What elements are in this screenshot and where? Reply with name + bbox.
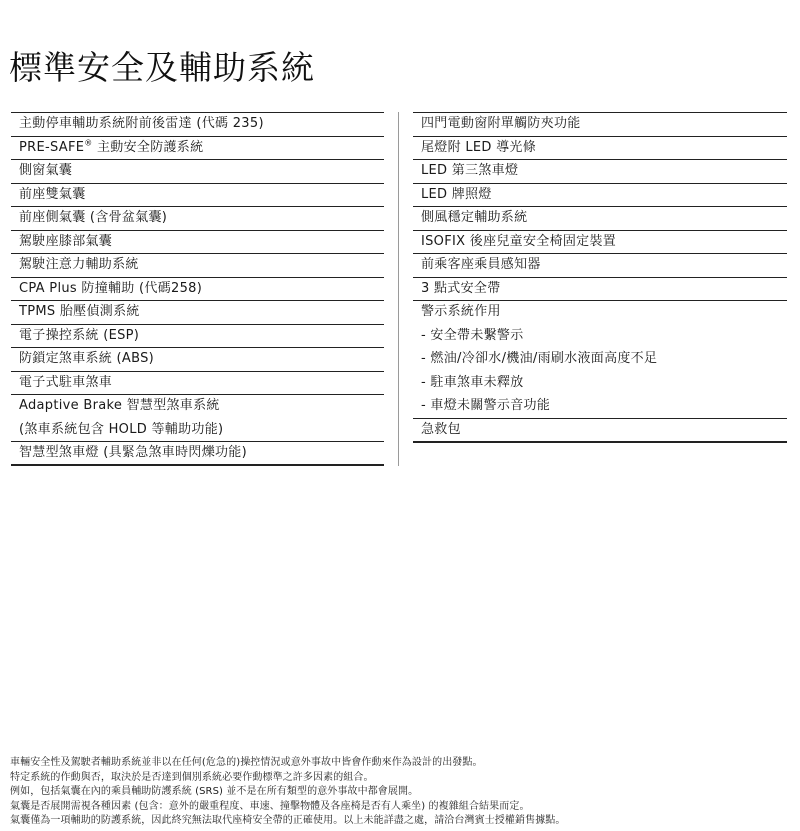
list-item: Adaptive Brake 智慧型煞車系統 (19, 398, 220, 413)
list-item: 急救包 (413, 419, 787, 443)
list-item: 電子操控系統 (ESP) (11, 325, 384, 349)
registered-mark: ® (84, 138, 93, 148)
list-item: 駕駛座膝部氣囊 (11, 231, 384, 255)
disclaimer-footer (10, 756, 790, 829)
presafe-description: 主動安全防護系統 (92, 139, 204, 155)
list-item: 前座雙氣囊 (11, 184, 384, 208)
list-item: 側窗氣囊 (11, 160, 384, 184)
standard-safety-list-right (413, 112, 787, 443)
disclaimer-line: 氣囊是否展開需視各種因素 (包含：意外的嚴重程度、車速、撞擊物體及各座椅是否有人乘坐) 的複雜組合結果而定。 (10, 800, 530, 812)
list-item: 防鎖定煞車系統 (ABS) (11, 348, 384, 372)
list-item: 電子式駐車煞車 (11, 372, 384, 396)
list-item: 3 點式安全帶 (413, 278, 787, 302)
list-item: 智慧型煞車燈 (具緊急煞車時閃爍功能) (11, 442, 384, 466)
list-item: TPMS 胎壓偵測系統 (11, 301, 384, 325)
list-item: 駕駛注意力輔助系統 (11, 254, 384, 278)
list-item-presafe (11, 137, 384, 161)
page-title: 標準安全及輔助系統 (9, 48, 315, 88)
list-item: 前座側氣囊 (含骨盆氣囊) (11, 207, 384, 231)
list-item: (煞車系統包含 HOLD 等輔助功能) (11, 419, 384, 443)
list-item: 前乘客座乘員感知器 (413, 254, 787, 278)
list-item: - 車燈未關警示音功能 (413, 395, 787, 419)
presafe-name: PRE-SAFE (19, 139, 85, 155)
disclaimer-line: 車輛安全性及駕駛者輔助系統並非以在任何(危急的)操控情況或意外事故中皆會作動來作為設計的出發點。 (10, 757, 483, 768)
standard-safety-list-left (11, 112, 384, 466)
list-item: ISOFIX 後座兒童安全椅固定裝置 (413, 231, 787, 255)
list-item: - 安全帶未繫警示 (421, 327, 524, 343)
disclaimer-line: 例如，包括氣囊在內的乘員輔助防護系統 (SRS) 並不是在所有類型的意外事故中都會展開。 (10, 786, 419, 797)
list-item: 側風穩定輔助系統 (413, 207, 787, 231)
list-item: 警示系統作用 (421, 304, 501, 319)
list-item: 主動停車輔助系統附前後雷達 (代碼 235) (11, 113, 384, 137)
list-item: LED 牌照燈 (413, 184, 787, 208)
list-item: 四門電動窗附單觸防夾功能 (413, 113, 787, 137)
list-item: 尾燈附 LED 導光條 (413, 137, 787, 161)
disclaimer-line: 氣囊僅為一項輔助的防護系統，因此終究無法取代座椅安全帶的正確使用。以上未能詳盡之處，請洽台灣賓士授權銷售據點。 (10, 815, 566, 826)
list-item: - 燃油/冷卻水/機油/雨刷水液面高度不足 (421, 351, 658, 366)
disclaimer-line: 特定系統的作動與否，取決於是否達到個別系統必要作動標準之許多因素的組合。 (10, 771, 374, 783)
list-item: - 駐車煞車未釋放 (421, 374, 524, 390)
list-item: LED 第三煞車燈 (413, 160, 787, 184)
list-item: CPA Plus 防撞輔助 (代碼258) (11, 278, 384, 302)
column-divider (398, 112, 399, 466)
